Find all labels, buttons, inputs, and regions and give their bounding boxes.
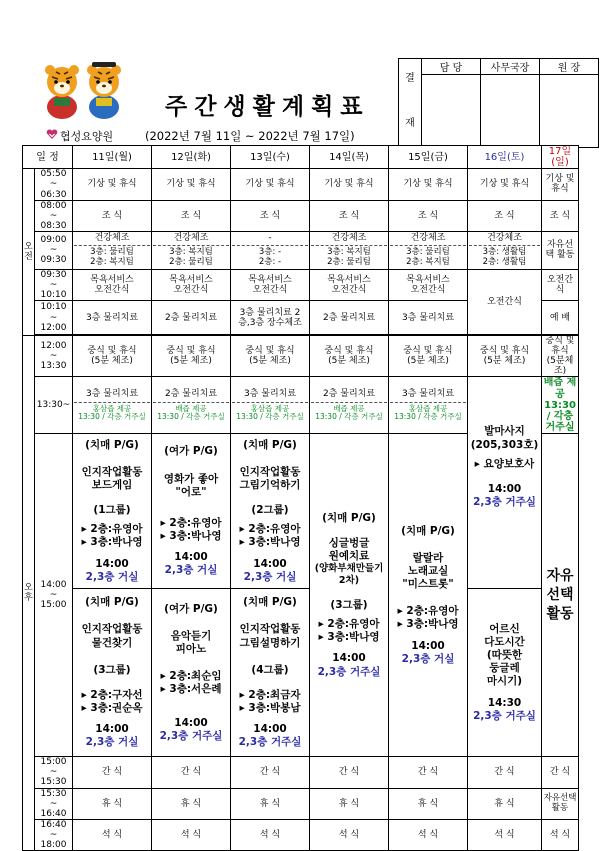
time-slot: 16:40 ~ 18:00 (35, 819, 73, 850)
header-schedule: 일 정 (23, 146, 73, 169)
approval-role: 담 당 (422, 59, 481, 75)
header-day: 11일(월) (73, 146, 152, 169)
schedule-cell: 석 식 (152, 819, 231, 850)
schedule-cell: 3층 물리치료 (73, 301, 152, 335)
program-cell: (치매 P/G) 인지작업활동 물건찾기 (3그룹) ▸ 2층:구자선 ▸ 3층:권순옥 14:00 2,3층 거실 (73, 589, 152, 757)
physio-drink-cell: 2층 물리치료 배즙 제공 13:30 / 각층 거주실 (310, 377, 389, 434)
schedule-cell: 석 식 (73, 819, 152, 850)
lunch-cell: 중식 및 휴식 (5분 체조) (310, 336, 389, 377)
schedule-cell: 기상 및 휴식 (231, 169, 310, 200)
health-cell: 건강체조 3층: 물리팀 2층: 복지팀 (389, 231, 468, 269)
approval-signature-cell[interactable] (540, 75, 599, 148)
time-slot: 09:00 ~ 09:30 (35, 231, 73, 269)
schedule-cell: 휴 식 (152, 788, 231, 819)
bath-cell: 목욕서비스 오전간식 (310, 269, 389, 300)
schedule-cell: 휴 식 (389, 788, 468, 819)
header-day: 13일(수) (231, 146, 310, 169)
time-slot: 10:10 ~ 12:00 (35, 301, 73, 335)
schedule-cell: 간 식 (310, 757, 389, 788)
schedule-cell: 석 식 (231, 819, 310, 850)
physio-drink-cell: 3층 물리치료 홍삼즙 제공 13:30 / 각층 거주실 (231, 377, 310, 434)
schedule-cell: 자유선택 활동 (542, 788, 579, 819)
health-cell: 건강체조 3층: 물리팀 2층: 복지팀 (73, 231, 152, 269)
schedule-cell: 간 식 (231, 757, 310, 788)
schedule-cell: 조 식 (152, 200, 231, 231)
program-cell: (치매 P/G) 인지작업활동 보드게임 (1그룹) ▸ 2층:유영아 ▸ 3층:박나영 14:00 2,3층 거실 (73, 434, 152, 589)
health-cell: 건강체조 3층: 복지팀 2층: 물리팀 (310, 231, 389, 269)
health-cell: - 3층: - 2층: - (231, 231, 310, 269)
schedule-cell: 기상 및 휴식 (389, 169, 468, 200)
physio-drink-cell: 3층 물리치료 홍삼즙 제공 13:30 / 각층 거주실 (389, 377, 468, 434)
health-cell: 건강체조 3층: 복지팀 2층: 물리팀 (152, 231, 231, 269)
schedule-cell: 조 식 (73, 200, 152, 231)
program-cell: 발마사지 (205,303호) ▸ 요양보호사 14:00 2,3층 거주실 (468, 377, 542, 589)
schedule-cell: 간 식 (389, 757, 468, 788)
bath-cell: 목욕서비스 오전간식 (231, 269, 310, 300)
bath-cell: 목욕서비스 오전간식 (389, 269, 468, 300)
physio-drink-cell: 3층 물리치료 홍삼즙 제공 13:30 / 각층 거주실 (73, 377, 152, 434)
bath-cell: 목욕서비스 오전간식 (152, 269, 231, 300)
schedule-cell: 자유선택 활동 (542, 231, 579, 269)
schedule-cell: 휴 식 (231, 788, 310, 819)
schedule-cell: 기상 및 휴식 (310, 169, 389, 200)
schedule-cell: 석 식 (389, 819, 468, 850)
schedule-cell: 2층 물리치료 (310, 301, 389, 335)
approval-signature-cell[interactable] (422, 75, 481, 148)
schedule-period: (2022년 7월 11일 ~ 2022년 7월 17일) (145, 129, 355, 143)
schedule-cell: 휴 식 (73, 788, 152, 819)
approval-role: 원 장 (540, 59, 599, 75)
lunch-cell: 중식 및 휴식 (5분 체조) (468, 336, 542, 377)
time-slot: 05:50 ~ 06:30 (35, 169, 73, 200)
schedule-cell: 석 식 (310, 819, 389, 850)
physio-drink-cell: 2층 물리치료 배즙 제공 13:30 / 각층 거주실 (152, 377, 231, 434)
schedule-cell: 간 식 (73, 757, 152, 788)
health-cell: 건강체조 3층: 생활팀 2층: 생활팀 (468, 231, 542, 269)
schedule-cell: 조 식 (231, 200, 310, 231)
schedule-cell: 간 식 (468, 757, 542, 788)
program-cell: (여가 P/G) 영화가 좋아 "어로" ▸ 2층:유영아 ▸ 3층:박나영 14:00 2,3층 거실 (152, 434, 231, 589)
approval-role: 사무국장 (481, 59, 540, 75)
bath-cell: 목욕서비스 오전간식 (73, 269, 152, 300)
schedule-cell: 조 식 (310, 200, 389, 231)
schedule-cell: 예 배 (542, 301, 579, 335)
schedule-cell: 기상 및 휴식 (468, 169, 542, 200)
program-cell: 어르신 다도시간 (따뜻한 둥글레 마시기) 14:30 2,3층 거주실 (468, 589, 542, 757)
header-day: 15일(금) (389, 146, 468, 169)
page-title: 주간생활계획표 (165, 94, 370, 120)
schedule-cell: 기상 및 휴식 (152, 169, 231, 200)
schedule-cell: 휴 식 (310, 788, 389, 819)
schedule-cell: 조 식 (468, 200, 542, 231)
schedule-cell: 기상 및 휴식 (542, 169, 579, 200)
time-slot: 13:30~ (35, 377, 73, 434)
weekly-schedule-table (22, 145, 579, 851)
schedule-cell: 기상 및 휴식 (73, 169, 152, 200)
program-cell: (치매 P/G) 인지작업활동 그림기억하기 (2그룹) ▸ 2층:유영아 ▸ 3층:박나영 14:00 2,3층 거실 (231, 434, 310, 589)
organization-name: 협성요양원 (60, 130, 114, 143)
header-day-saturday: 16일(토) (468, 146, 542, 169)
lunch-cell: 중식 및 휴식 (5분 체조) (152, 336, 231, 377)
schedule-cell: 배즙 제공 13:30 / 각층 거주실 (542, 377, 579, 434)
schedule-cell: 휴 식 (468, 788, 542, 819)
schedule-cell: 오전간식 (468, 269, 542, 334)
schedule-cell: 2층 물리치료 (152, 301, 231, 335)
approval-signature-cell[interactable] (481, 75, 540, 148)
time-slot: 12:00 ~ 13:30 (35, 336, 73, 377)
schedule-cell: 자유 선택 활동 (542, 434, 579, 757)
schedule-cell: 조 식 (389, 200, 468, 231)
time-slot: 08:00 ~ 08:30 (35, 200, 73, 231)
header-day-sunday: 17일(일) (542, 146, 579, 169)
schedule-cell: 간 식 (152, 757, 231, 788)
approval-label: 결 재 (399, 59, 422, 148)
time-slot: 15:00 ~ 15:30 (35, 757, 73, 788)
approval-box (398, 58, 599, 148)
lunch-cell: 중식 및 휴식 (5분 체조) (231, 336, 310, 377)
period-pm: 오 후 (23, 336, 35, 851)
heart-logo-icon (46, 128, 58, 140)
schedule-cell: 3층 물리치료 2층,3층 장수체조 (231, 301, 310, 335)
program-cell: (치매 P/G) 랄랄라 노래교실 "미스트롯" ▸ 2층:유영아 ▸ 3층:박나영 14:00 2,3층 거실 (389, 434, 468, 757)
schedule-cell: 석 식 (542, 819, 579, 850)
lunch-cell: 중식 및 휴식 (5분체조) (542, 336, 579, 377)
lunch-cell: 중식 및 휴식 (5분 체조) (389, 336, 468, 377)
schedule-cell: 3층 물리치료 (389, 301, 468, 335)
program-cell: (여가 P/G) 음악듣기 피아노 ▸ 2층:최순임 ▸ 3층:서은례 14:00 2,3층 거주실 (152, 589, 231, 757)
time-slot: 15:30 ~ 16:40 (35, 788, 73, 819)
schedule-cell: 석 식 (468, 819, 542, 850)
period-am: 오 전 (23, 169, 35, 336)
header-day: 12일(화) (152, 146, 231, 169)
time-slot: 09:30 ~ 10:10 (35, 269, 73, 300)
schedule-cell: 간 식 (542, 757, 579, 788)
time-slot: 14:00 ~ 15:00 (35, 434, 73, 757)
program-cell: (치매 P/G) 싱글벙글 원예치료 (양화부채만들기 2차) (3그룹) ▸ 2층:유영아 ▸ 3층:박나영 14:00 2,3층 거주실 (310, 434, 389, 757)
tiger-mascot-icon (42, 62, 126, 120)
lunch-cell: 중식 및 휴식 (5분 체조) (73, 336, 152, 377)
header-day: 14일(목) (310, 146, 389, 169)
program-cell: (치매 P/G) 인지작업활동 그림설명하기 (4그룹) ▸ 2층:최금자 ▸ 3층:박봉남 14:00 2,3층 거주실 (231, 589, 310, 757)
schedule-cell: 오전간식 (542, 269, 579, 300)
schedule-cell: 조 식 (542, 200, 579, 231)
